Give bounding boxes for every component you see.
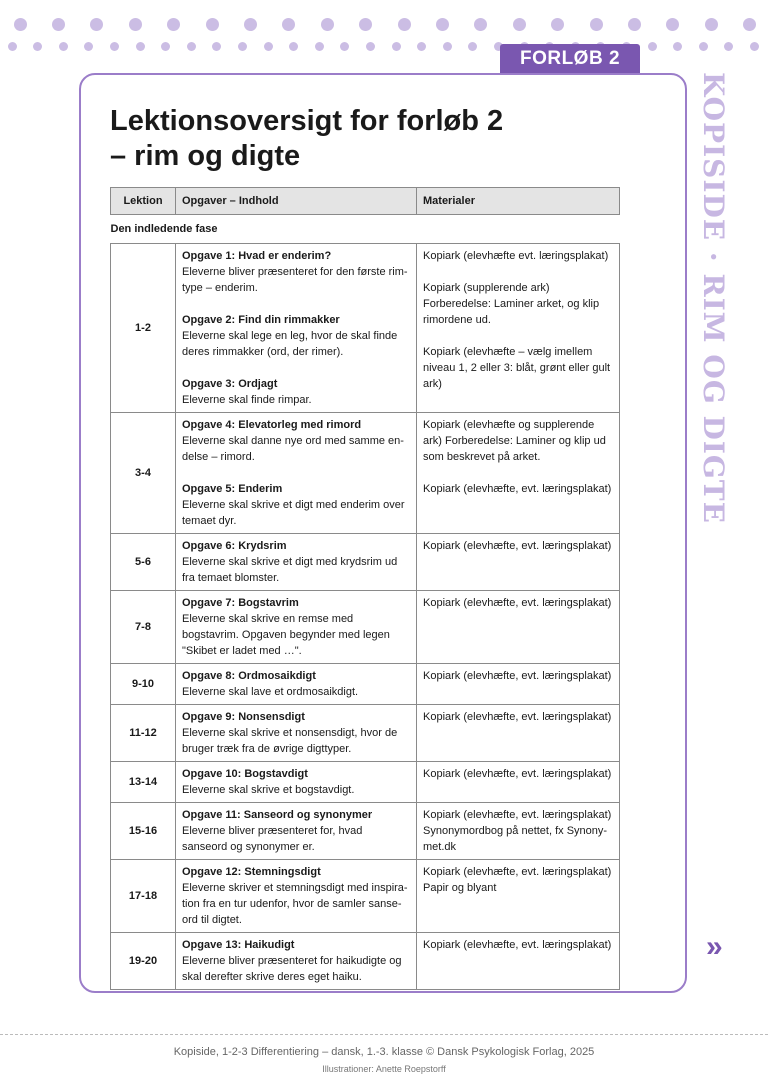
material-item: Kopiark (elevhæfte, evt. læringsplakat)	[423, 483, 612, 495]
decorative-dot	[705, 18, 718, 31]
decorative-dot	[648, 42, 657, 51]
task-item	[182, 807, 410, 855]
decorative-dot	[436, 18, 449, 31]
lesson-number: 5-6	[111, 534, 176, 591]
table-row	[111, 591, 620, 664]
task-title: Opgave 1: Hvad er enderim?	[182, 250, 332, 262]
task-title: Opgave 10: Bogstavdigt	[182, 768, 308, 780]
task-description: Eleverne skal skrive et digt med krydsrim ud fra temaet blomster.	[182, 556, 398, 584]
task-item	[182, 766, 410, 798]
lesson-number: 9-10	[111, 664, 176, 705]
task-item	[182, 417, 410, 465]
task-item	[182, 864, 410, 928]
task-title: Opgave 9: Nonsensdigt	[182, 711, 305, 723]
task-title: Opgave 6: Krydsrim	[182, 540, 287, 552]
materials-cell	[417, 664, 620, 705]
decorative-dot	[551, 18, 564, 31]
task-title: Opgave 11: Sanseord og synonymer	[182, 809, 373, 821]
task-cell	[176, 244, 417, 413]
task-description: Eleverne skal skrive et nonsensdigt, hvor de bruger træk fra de øvrige digttyper.	[182, 727, 398, 755]
task-title: Opgave 5: Enderim	[182, 483, 283, 495]
decorative-dot	[110, 42, 119, 51]
task-item	[182, 481, 410, 529]
lesson-number: 17-18	[111, 860, 176, 933]
materials-cell	[417, 244, 620, 413]
decorative-dot	[206, 18, 219, 31]
decorative-dot	[321, 18, 334, 31]
decorative-dot	[750, 42, 759, 51]
decorative-dot	[167, 18, 180, 31]
task-item	[182, 709, 410, 757]
decorative-dot	[52, 18, 65, 31]
decorative-dot	[673, 42, 682, 51]
task-description: Eleverne skal danne nye ord med samme en-delse – rimord.	[182, 435, 404, 463]
task-title: Opgave 12: Stemningsdigt	[182, 866, 321, 878]
decorative-dot	[8, 42, 17, 51]
materials-cell	[417, 933, 620, 990]
decorative-dot	[187, 42, 196, 51]
decorative-dot	[212, 42, 221, 51]
decorative-dot	[666, 18, 679, 31]
task-description: Eleverne skal lege en leg, hvor de skal finde deres rimmakker (ord, der rimer).	[182, 330, 398, 358]
task-item	[182, 312, 410, 360]
decorative-dot	[238, 42, 247, 51]
decorative-dot	[513, 18, 526, 31]
decorative-dot	[743, 18, 756, 31]
header-tasks: Opgaver – Indhold	[176, 188, 417, 215]
material-item: Kopiark (elevhæfte og supplerende ark) Forberedelse: Laminer og klip ud som beskrevet på arket.	[423, 419, 606, 463]
task-title: Opgave 8: Ordmosaikdigt	[182, 670, 316, 682]
material-item: Kopiark (elevhæfte evt. læringsplakat)	[423, 250, 609, 262]
materials-cell	[417, 534, 620, 591]
table-row	[111, 803, 620, 860]
task-item	[182, 937, 410, 985]
material-item: Kopiark (elevhæfte – vælg imellem niveau 1, 2 eller 3: blåt, grønt eller gult ark)	[423, 346, 611, 390]
task-description: Eleverne skal finde rimpar.	[182, 394, 312, 406]
decorative-dot	[366, 42, 375, 51]
decorative-dot	[161, 42, 170, 51]
task-item	[182, 248, 410, 296]
task-description: Eleverne bliver præsenteret for, hvad sanseord og synonymer er.	[182, 825, 363, 853]
materials-cell	[417, 705, 620, 762]
materials-cell	[417, 413, 620, 534]
material-item: Kopiark (elevhæfte, evt. læringsplakat)	[423, 711, 612, 723]
decorative-dot	[289, 42, 298, 51]
materials-cell	[417, 860, 620, 933]
phase-row	[111, 215, 620, 244]
decorative-dot	[590, 18, 603, 31]
footer-text: Kopiside, 1-2-3 Differentiering – dansk, 1.-3. klasse © Dansk Psykologisk Forlag, 2025	[173, 1046, 595, 1058]
table-row	[111, 664, 620, 705]
table-header-row	[111, 188, 620, 215]
task-item	[182, 595, 410, 659]
lesson-number: 19-20	[111, 933, 176, 990]
task-description: Eleverne skal skrive et digt med enderim over temaet dyr.	[182, 499, 405, 527]
task-cell	[176, 762, 417, 803]
lesson-number: 3-4	[111, 413, 176, 534]
decorative-dot	[468, 42, 477, 51]
material-item: Kopiark (elevhæfte, evt. læringsplakat)	[423, 597, 612, 609]
material-item: Kopiark (elevhæfte, evt. læringsplakat)	[423, 540, 612, 552]
materials-cell	[417, 803, 620, 860]
decorative-dot	[59, 42, 68, 51]
material-item: Kopiark (elevhæfte, evt. læringsplakat) Synonymordbog på nettet, fx Synony-met.dk	[423, 809, 612, 853]
header-materials: Materialer	[417, 188, 620, 215]
table-row	[111, 244, 620, 413]
decorative-dot	[136, 42, 145, 51]
task-item	[182, 538, 410, 586]
task-title: Opgave 2: Find din rimmakker	[182, 314, 340, 326]
task-cell	[176, 803, 417, 860]
lesson-number: 7-8	[111, 591, 176, 664]
decorative-dot	[474, 18, 487, 31]
lesson-number: 11-12	[111, 705, 176, 762]
task-title: Opgave 3: Ordjagt	[182, 378, 278, 390]
double-chevron-right-icon: »	[706, 930, 723, 963]
page-title	[110, 104, 630, 174]
task-description: Eleverne bliver præsenteret for den første rim-type – enderim.	[182, 266, 408, 294]
material-item: Kopiark (elevhæfte, evt. læringsplakat) Papir og blyant	[423, 866, 612, 894]
title-line-1: Lektionsoversigt for forløb 2	[110, 105, 504, 137]
decorative-dot	[699, 42, 708, 51]
materials-cell	[417, 762, 620, 803]
title-line-2: – rim og digte	[110, 140, 301, 172]
decorative-dot	[417, 42, 426, 51]
table-row	[111, 705, 620, 762]
material-item: Kopiark (elevhæfte, evt. læringsplakat)	[423, 670, 612, 682]
task-title: Opgave 13: Haikudigt	[182, 939, 295, 951]
decorative-dot	[84, 42, 93, 51]
header-lesson: Lektion	[111, 188, 176, 215]
task-description: Eleverne skriver et stemningsdigt med inspira-tion fra en tur udenfor, hvor de samler sanse-ord til digtet.	[182, 882, 408, 926]
task-item	[182, 376, 410, 408]
task-cell	[176, 860, 417, 933]
table-row	[111, 933, 620, 990]
table-row	[111, 860, 620, 933]
side-label: KOPISIDE · RIM OG DIGTE	[697, 72, 730, 524]
material-item: Kopiark (elevhæfte, evt. læringsplakat)	[423, 939, 612, 951]
decorative-dot	[129, 18, 142, 31]
table-row	[111, 762, 620, 803]
task-cell	[176, 705, 417, 762]
phase-label: Den indledende fase	[110, 223, 218, 235]
decorative-dot	[244, 18, 257, 31]
footer-divider	[0, 1034, 768, 1035]
decorative-dot	[14, 18, 27, 31]
task-title: Opgave 4: Elevatorleg med rimord	[182, 419, 362, 431]
course-badge: FORLØB 2	[500, 44, 640, 74]
task-cell	[176, 933, 417, 990]
decorative-dot	[392, 42, 401, 51]
table-row	[111, 413, 620, 534]
lesson-number: 1-2	[111, 244, 176, 413]
material-item: Kopiark (elevhæfte, evt. læringsplakat)	[423, 768, 612, 780]
decorative-dot	[264, 42, 273, 51]
decorative-dot	[443, 42, 452, 51]
decorative-dot	[628, 18, 641, 31]
table-row	[111, 534, 620, 591]
task-cell	[176, 413, 417, 534]
task-cell	[176, 534, 417, 591]
task-title: Opgave 7: Bogstavrim	[182, 597, 299, 609]
lesson-number: 13-14	[111, 762, 176, 803]
task-cell	[176, 591, 417, 664]
decorative-dot	[359, 18, 372, 31]
decorative-dot	[724, 42, 733, 51]
task-description: Eleverne skal skrive et bogstavdigt.	[182, 784, 355, 796]
task-description: Eleverne skal skrive en remse med bogstavrim. Opgaven begynder med legen "Skibet er ladet med …".	[182, 613, 390, 657]
task-item	[182, 668, 410, 700]
decorative-dot	[398, 18, 411, 31]
decorative-dot	[33, 42, 42, 51]
lesson-number: 15-16	[111, 803, 176, 860]
task-cell	[176, 664, 417, 705]
footer-credits: Illustrationer: Anette Roepstorff	[322, 1064, 446, 1074]
decorative-dot	[282, 18, 295, 31]
decorative-dot	[315, 42, 324, 51]
decorative-dot	[340, 42, 349, 51]
material-item: Kopiark (supplerende ark) Forberedelse: Laminer arket, og klip rimordene ud.	[423, 282, 600, 326]
task-description: Eleverne bliver præsenteret for haikudigte og skal derefter skrive deres eget haiku.	[182, 955, 402, 983]
lesson-table	[110, 187, 620, 990]
decorative-dot	[90, 18, 103, 31]
materials-cell	[417, 591, 620, 664]
task-description: Eleverne skal lave et ordmosaikdigt.	[182, 686, 359, 698]
